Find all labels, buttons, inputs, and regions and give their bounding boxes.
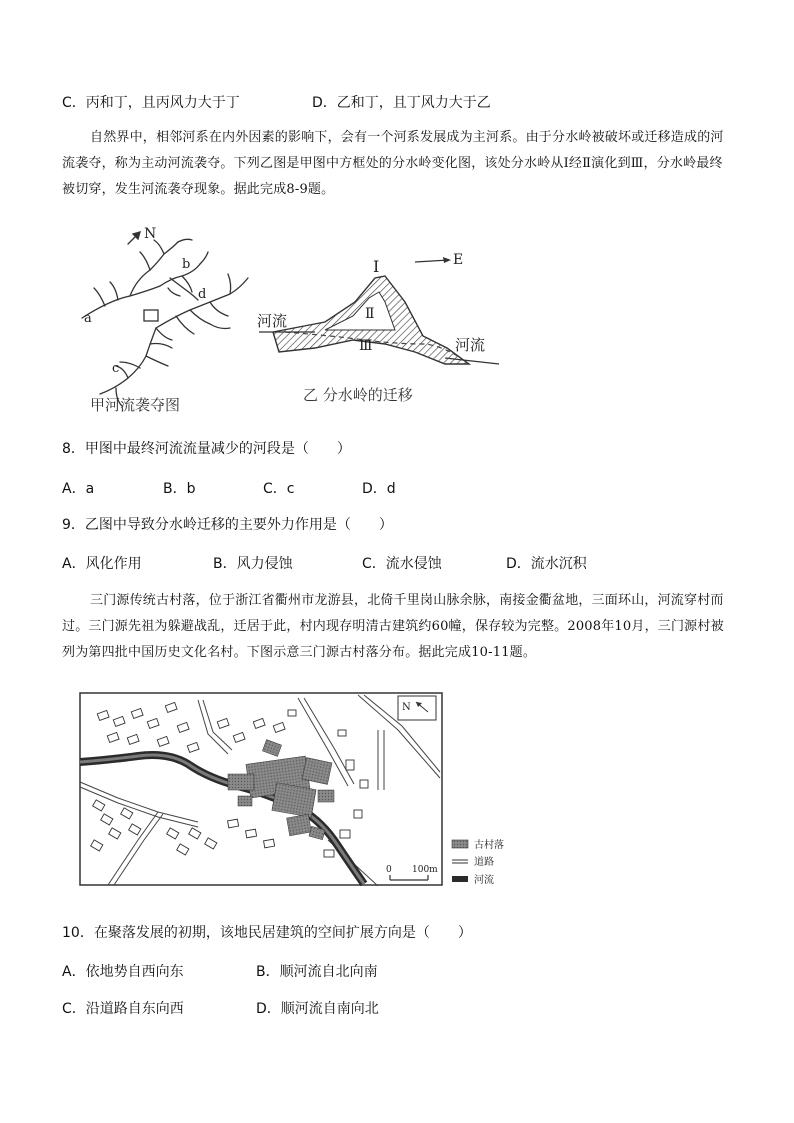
label-a: a xyxy=(84,311,92,326)
map-north-arrow xyxy=(398,696,436,720)
stage-3-label: Ⅲ xyxy=(359,338,373,354)
figure-divide-migration xyxy=(255,240,505,410)
east-label: E xyxy=(453,252,464,268)
figure-river-capture xyxy=(60,218,260,418)
stage-2-label: Ⅱ xyxy=(365,306,375,322)
legend-village: 古村落 xyxy=(474,840,504,851)
label-d: d xyxy=(198,287,207,302)
q8-option-a[interactable]: A．a xyxy=(62,481,95,497)
q8-option-c[interactable]: C．c xyxy=(263,481,295,497)
label-c: c xyxy=(112,361,120,376)
stage-1-label: Ⅰ xyxy=(373,257,380,276)
q7-option-d: D．乙和丁，且丁风力大于乙 xyxy=(312,95,491,111)
passage-2-text: 三门源传统古村落，位于浙江省衢州市龙游县，北倚千里岗山脉余脉，南接金衢盆地，三面环山，河流穿村而过。三门源先祖为躲避战乱，迁居于此，村内现存明清古建筑约60幢，保存较为完整。2008年10月，三门源村被列为第四批中国历史文化名村。下图示意三门源古村落分布。据此完成10-11题。 xyxy=(62,593,724,660)
divide-box xyxy=(144,310,158,321)
passage-1 xyxy=(62,125,730,203)
scale-value: 100m xyxy=(412,865,438,875)
q10-option-b[interactable]: B．顺河流自北向南 xyxy=(256,964,378,980)
q10-option-d[interactable]: D．顺河流自南向北 xyxy=(256,1001,379,1017)
q9-option-b[interactable]: B．风力侵蚀 xyxy=(213,556,293,572)
q9-option-d[interactable]: D．流水沉积 xyxy=(506,556,587,572)
map-north-label: N xyxy=(402,702,411,713)
q9-stem: 9．乙图中导致分水岭迁移的主要外力作用是（ ） xyxy=(62,517,393,533)
figure-yi-caption: 乙 分水岭的迁移 xyxy=(303,386,413,404)
q8-stem: 8．甲图中最终河流流量减少的河段是（ ） xyxy=(62,441,351,457)
passage-1-text: 自然界中，相邻河系在内外因素的影响下，会有一个河系发展成为主河系。由于分水岭被破坏或迁移造成的河流袭夺，称为主动河流袭夺。下列乙图是甲图中方框处的分水岭变化图，该处分水岭从Ⅰ经Ⅱ演化到Ⅲ，分水岭最终被切穿，发生河流袭夺现象。据此完成8-9题。 xyxy=(62,130,724,197)
figure-jia-caption: 甲河流袭夺图 xyxy=(90,396,181,414)
q9-option-c[interactable]: C．流水侵蚀 xyxy=(362,556,442,572)
q8-option-d[interactable]: D．d xyxy=(362,481,396,497)
north-label: N xyxy=(144,226,157,242)
q8-option-b[interactable]: B．b xyxy=(163,481,196,497)
q10-option-c[interactable]: C．沿道路自东向西 xyxy=(62,1001,184,1017)
village-map xyxy=(78,690,508,890)
map-legend xyxy=(452,838,504,886)
q10-stem: 10．在聚落发展的初期，该地民居建筑的空间扩展方向是（ ） xyxy=(62,925,472,941)
q7-option-c: C．丙和丁，且丙风力大于丁 xyxy=(62,95,240,111)
passage-2 xyxy=(62,588,730,666)
q9-option-a[interactable]: A．风化作用 xyxy=(62,556,142,572)
legend-road: 道路 xyxy=(474,857,494,868)
river-left-label: 河流 xyxy=(257,312,288,330)
q10-option-a[interactable]: A．依地势自西向东 xyxy=(62,964,184,980)
legend-river: 河流 xyxy=(474,875,494,886)
scale-zero: 0 xyxy=(386,865,392,875)
river-right-label: 河流 xyxy=(455,336,486,354)
label-b: b xyxy=(182,257,191,272)
